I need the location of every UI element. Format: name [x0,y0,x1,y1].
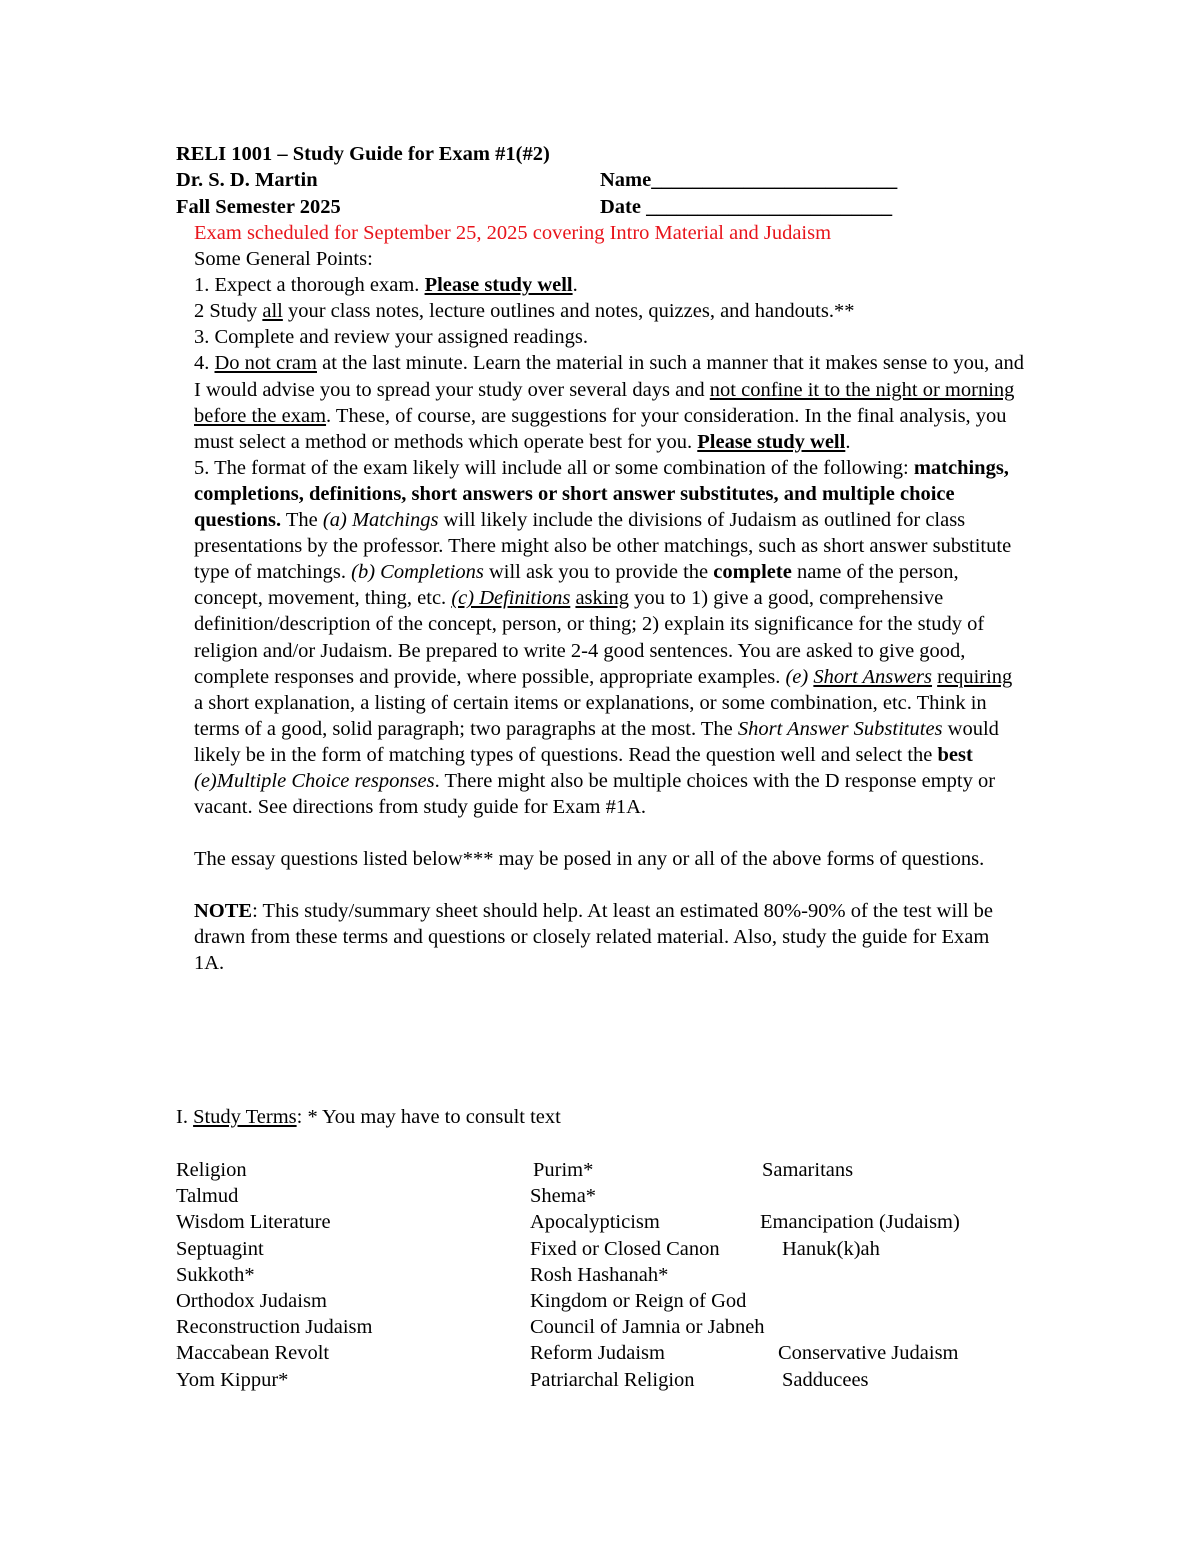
term: Council of Jamnia or Jabneh [530,1316,765,1339]
term: Reconstruction Judaism [176,1316,373,1339]
term: Purim* [533,1159,594,1181]
term: Religion [176,1159,247,1181]
term: Hanuk(k)ah [782,1237,880,1260]
point-1: 1. Expect a thorough exam. Please study well. [194,274,578,297]
exam-schedule-note: Exam scheduled for September 25, 2025 covering Intro Material and Judaism [194,222,832,244]
general-points-title: Some General Points: [194,248,373,271]
point-5: 5. The format of the exam likely will include all or some combination of the following: matchings, completions, definitions, short answers or short answer substitutes, and multiple choice questions. The (a) Matchings will likely include the divisions of Judaism as outlined for class presentations by the professor. There might also be other matchings, such as short answer substitute type of matchings. (b) Completions will ask you to provide the complete name of the person, concept, movement, thing, etc. (c) Definitions asking you to 1) give a good, comprehensive definition/description of the concept, person, or thing; 2) explain its significance for the study of religion and/or Judaism. Be prepared to write 2-4 good sentences. You are asked to give good, complete responses and provide, where possible, appropriate examples. (e) Short Answers requiring a short explanation, a listing of certain items or explanations, or some combination, etc. Think in terms of a good, solid paragraph; two paragraphs at the most. The Short Answer Substitutes would likely be in the form of matching types of questions. Read the question well and select the best (e)Multiple Choice responses. There might also be multiple choices with the D response empty or vacant. See directions from study guide for Exam #1A. [194,456,1013,819]
term: Maccabean Revolt [176,1342,330,1365]
name-field: Name________________________ [600,169,898,191]
course-title: RELI 1001 – Study Guide for Exam #1(#2) [176,143,550,165]
instructor-name: Dr. S. D. Martin [176,169,318,191]
term: Reform Judaism [530,1342,665,1365]
date-field: Date ________________________ [600,196,893,218]
section-heading-study-terms: I. Study Terms: * You may have to consult text [176,1106,561,1128]
semester: Fall Semester 2025 [176,196,341,218]
term: Shema* [530,1185,597,1208]
point-4: 4. Do not cram at the last minute. Learn the material in such a manner that it makes sense to you, and I would advise you to spread your study over several days and not confine it to the night or morning before the exam. These, of course, are suggestions for your consideration. In the final analysis, you must select a method or methods which operate best for you. Please study well. [194,352,1025,453]
header-row-semester [176,194,893,220]
term: Sukkoth* [176,1263,255,1286]
term: Conservative Judaism [778,1342,959,1365]
term: Apocalypticism [530,1211,660,1234]
point-3: 3. Complete and review your assigned readings. [194,326,588,349]
body-text [194,220,1024,977]
term: Kingdom or Reign of God [530,1289,747,1312]
term: Samaritans [762,1159,854,1181]
header-row-instructor [176,167,898,193]
note-paragraph: NOTE: This study/summary sheet should help. At least an estimated 80%-90% of the test will be drawn from these terms and questions or closely related material. Also, study the guide for Exam 1A. [194,900,994,975]
term: Yom Kippur* [176,1368,289,1391]
term: Fixed or Closed Canon [530,1237,720,1260]
term: Orthodox Judaism [176,1289,327,1312]
essay-note: The essay questions listed below*** may be posed in any or all of the above forms of questions. [194,848,985,871]
term: Talmud [176,1185,239,1208]
term: Patriarchal Religion [530,1368,695,1391]
term: Wisdom Literature [176,1211,331,1234]
term: Rosh Hashanah* [530,1263,669,1286]
term: Septuagint [176,1237,264,1260]
point-2: 2 Study all your class notes, lecture outlines and notes, quizzes, and handouts.** [194,300,855,323]
term: Emancipation (Judaism) [760,1211,960,1234]
term: Sadducees [782,1368,869,1391]
